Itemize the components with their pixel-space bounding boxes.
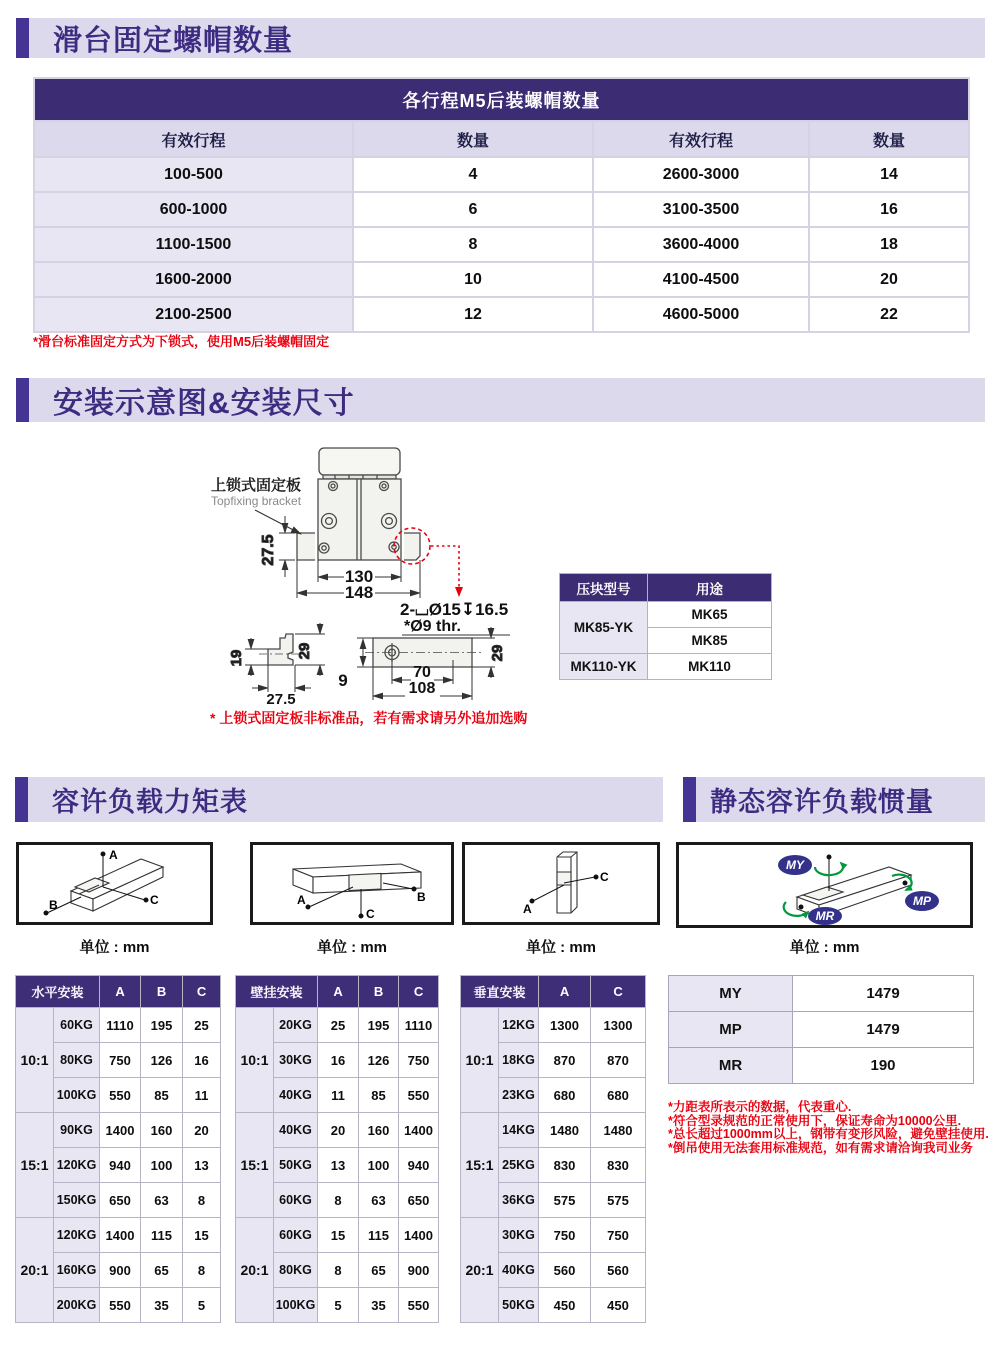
table-cell: 900 [100,1253,141,1288]
accent-bar [16,18,29,58]
table-row [16,1218,221,1253]
table-header-row [16,976,221,1008]
table-cell: 1400 [399,1218,439,1253]
table-row [16,1008,221,1043]
axis-cell: MP [669,1012,793,1048]
table-cell: 16 [183,1043,221,1078]
svg-text:27.5: 27.5 [266,691,296,708]
table-cell: 20 [183,1113,221,1148]
column-header: B [359,976,399,1008]
clamp-model-table [559,573,772,680]
table-cell: 80KG [274,1253,318,1288]
column-header: C [399,976,439,1008]
table-cell: 750 [399,1043,439,1078]
note-text: *力距表所表示的数据，代表重心. [668,1100,852,1114]
table-cell: 25 [318,1008,359,1043]
table-cell: 1400 [100,1218,141,1253]
table-cell: 15 [318,1218,359,1253]
bracket-label [211,476,302,534]
axis-cell: MY [669,976,793,1012]
nut-table-note: *滑台标准固定方式为下锁式，使用M5后装螺帽固定 [33,334,330,349]
table-cell: 14 [809,157,969,192]
dim-27-5-bottom [252,665,311,708]
table-cell: 2600-3000 [593,157,809,192]
table-cell: 13 [318,1148,359,1183]
use-cell: MK110 [648,654,772,680]
svg-text:B: B [417,890,426,904]
mount-type-header: 壁挂安装 [236,976,318,1008]
section-title: 滑台固定螺帽数量 [53,24,294,57]
table-cell: 60KG [274,1218,318,1253]
table-row [16,1113,221,1148]
note-text: *倒吊使用无法套用标准规范，如有需求请洽询我司业务 [668,1140,973,1155]
counterbore-callout: 2-⌴Ø15↧16.5 [400,600,509,619]
section-header-static-inertia [683,777,985,822]
table-cell: 1480 [539,1113,591,1148]
dim-19 [228,638,268,676]
table-row [669,976,974,1012]
table-cell: 3600-4000 [593,227,809,262]
table-cell: 18 [809,227,969,262]
mount-type-header: 水平安装 [16,976,100,1008]
isometric-sketch [679,845,970,925]
table-cell: 3100-3500 [593,192,809,227]
axis-cell: MR [669,1048,793,1084]
table-row [34,297,969,332]
table-row [34,157,969,192]
table-cell: 12 [353,297,593,332]
table-cell: 830 [591,1148,646,1183]
bracket-label-cn: 上锁式固定板 [211,477,302,494]
note-text: *符合型录规范的正常使用下，保证寿命为10000公里. [668,1113,962,1128]
table-cell: 750 [591,1218,646,1253]
table-row [236,1218,439,1253]
unit-label: 单位 : mm [789,939,860,956]
table-cell: 830 [539,1148,591,1183]
table-cell: 1300 [591,1008,646,1043]
svg-text:MP: MP [913,894,931,908]
table-cell: 1110 [100,1008,141,1043]
table-cell: 85 [359,1078,399,1113]
table-cell: 4 [353,157,593,192]
table-cell: 100KG [54,1078,100,1113]
unit-label: 单位 : mm [525,939,596,956]
svg-text:A: A [297,893,306,907]
table-cell: 60KG [274,1183,318,1218]
table-cell: 35 [359,1288,399,1323]
table-cell: 1600-2000 [34,262,353,297]
table-cell: 680 [539,1078,591,1113]
table-row [461,1113,646,1148]
table-cell: 50KG [499,1288,539,1323]
detail-leader-arrow [431,546,459,595]
header-band [28,777,663,822]
table-cell: 63 [359,1183,399,1218]
table-cell: 100 [141,1148,183,1183]
svg-text:19: 19 [228,649,245,667]
table-cell: 65 [141,1253,183,1288]
svg-text:29: 29 [296,642,313,660]
wall-mount-diagram [250,842,454,925]
column-header: A [100,976,141,1008]
table-cell: 160 [141,1113,183,1148]
horizontal-mount-diagram [16,842,213,925]
table-cell: 115 [359,1218,399,1253]
table-cell: 940 [100,1148,141,1183]
ratio-cell: 10:1 [236,1008,274,1113]
table-cell: 15 [183,1218,221,1253]
column-header-row [34,121,969,157]
table-cell: 100 [359,1148,399,1183]
nut-quantity-table [33,77,970,333]
section-title: 容许负载力矩表 [52,787,248,817]
dim-9 [338,638,373,690]
ratio-cell: 15:1 [236,1113,274,1218]
table-row [34,192,969,227]
ratio-cell: 10:1 [461,1008,499,1113]
section-title: 静态容许负载惯量 [710,787,934,817]
table-row [560,654,772,680]
table-row [461,1008,646,1043]
wall-mount-table [235,975,439,1323]
table-cell: 450 [539,1288,591,1323]
svg-text:130: 130 [344,567,374,586]
table-cell: 4100-4500 [593,262,809,297]
table-cell: 1400 [100,1113,141,1148]
table-row [236,1008,439,1043]
svg-text:27.5: 27.5 [260,534,277,566]
table-cell: 100-500 [34,157,353,192]
table-cell: 50KG [274,1148,318,1183]
ratio-cell: 20:1 [236,1218,274,1323]
table-cell: 30KG [274,1043,318,1078]
dim-27-5 [260,516,295,577]
vertical-mount-table [460,975,646,1323]
merged-header-row [34,78,969,121]
table-cell: 40KG [499,1253,539,1288]
table-cell: 120KG [54,1218,100,1253]
table-cell: 560 [539,1253,591,1288]
model-cell: MK110-YK [560,654,648,680]
table-cell: 25 [183,1008,221,1043]
svg-text:108: 108 [408,680,436,697]
use-cell: MK65 [648,602,772,628]
table-cell: 160 [359,1113,399,1148]
value-cell: 1479 [793,976,974,1012]
table-cell: 550 [399,1078,439,1113]
column-header: 数量 [809,121,969,157]
table-cell: 16 [318,1043,359,1078]
table-cell: 20 [318,1113,359,1148]
accent-bar [15,777,28,822]
table-cell: 560 [591,1253,646,1288]
isometric-sketch [19,845,210,922]
drawing-note: * 上锁式固定板非标准品，若有需求请另外追加选购 [210,710,528,726]
front-view [297,448,420,560]
table-cell: 550 [100,1288,141,1323]
table-cell: 900 [399,1253,439,1288]
svg-text:MR: MR [815,909,835,923]
table-cell: 450 [591,1288,646,1323]
table-cell: 4600-5000 [593,297,809,332]
table-cell: 195 [359,1008,399,1043]
static-inertia-table [668,975,974,1084]
table-cell: 115 [141,1218,183,1253]
table-cell: 750 [100,1043,141,1078]
table-cell: 160KG [54,1253,100,1288]
value-cell: 190 [793,1048,974,1084]
table-cell: 8 [183,1253,221,1288]
column-header: A [318,976,359,1008]
svg-text:MY: MY [786,858,804,872]
table-cell: 40KG [274,1113,318,1148]
table-cell: 650 [399,1183,439,1218]
value-cell: 1479 [793,1012,974,1048]
table-cell: 6 [353,192,593,227]
section-header-installation [16,378,985,422]
header-band [696,777,985,822]
column-header: 有效行程 [593,121,809,157]
table-cell: 35 [141,1288,183,1323]
table-cell: 1100-1500 [34,227,353,262]
table-cell: 650 [100,1183,141,1218]
svg-text:A: A [523,902,532,916]
model-cell: MK85-YK [560,602,648,654]
vertical-mount-diagram [462,842,660,925]
table-cell: 60KG [54,1008,100,1043]
table-header-row [560,574,772,602]
table-cell: 1480 [591,1113,646,1148]
ratio-cell: 20:1 [16,1218,54,1323]
table-row [560,602,772,628]
table-cell: 5 [183,1288,221,1323]
bracket-label-en: Topfixing bracket [211,494,302,508]
table-cell: 870 [539,1043,591,1078]
horizontal-mount-table [15,975,221,1323]
ratio-cell: 10:1 [16,1008,54,1113]
header-band [29,378,985,422]
table-cell: 680 [591,1078,646,1113]
table-cell: 36KG [499,1183,539,1218]
header-band [29,18,985,58]
table-cell: 600-1000 [34,192,353,227]
table-row [236,1113,439,1148]
ratio-cell: 15:1 [461,1113,499,1218]
table-cell: 100KG [274,1288,318,1323]
svg-text:9: 9 [338,671,348,690]
table-cell: 1110 [399,1008,439,1043]
table-cell: 550 [100,1078,141,1113]
column-header: C [591,976,646,1008]
svg-text:70: 70 [413,664,431,681]
table-header-row [461,976,646,1008]
table-cell: 63 [141,1183,183,1218]
thread-callout: *Ø9 thr. [404,618,461,635]
table-cell: 13 [183,1148,221,1183]
svg-text:A: A [109,848,118,862]
table-cell: 195 [141,1008,183,1043]
use-cell: MK85 [648,628,772,654]
svg-text:148: 148 [344,583,374,602]
table-cell: 30KG [499,1218,539,1253]
svg-text:C: C [366,907,375,921]
note-text: *总长超过1000mm以上，钢带有变形风险，避免壁挂使用. [668,1127,989,1141]
column-header: 有效行程 [34,121,353,157]
dim-29-left [295,623,325,676]
table-cell: 1400 [399,1113,439,1148]
table-cell: 8 [353,227,593,262]
section-header-nut-quantity [16,18,985,58]
table-row [34,262,969,297]
table-cell: 8 [183,1183,221,1218]
column-header: C [183,976,221,1008]
table-cell: 14KG [499,1113,539,1148]
table-cell: 22 [809,297,969,332]
table-row [669,1012,974,1048]
table-cell: 40KG [274,1078,318,1113]
mount-type-header: 垂直安装 [461,976,539,1008]
table-cell: 575 [539,1183,591,1218]
column-header: 用途 [648,574,772,602]
table-cell: 1300 [539,1008,591,1043]
svg-text:B: B [49,898,58,912]
table-cell: 11 [318,1078,359,1113]
table-cell: 20 [809,262,969,297]
table-row [669,1048,974,1084]
table-cell: 5 [318,1288,359,1323]
table-cell: 750 [539,1218,591,1253]
svg-text:29: 29 [489,644,506,662]
plate-view [338,627,506,700]
table-cell: 2100-2500 [34,297,353,332]
inertia-axes-diagram [676,842,973,928]
footnotes [668,1101,993,1155]
table-cell: 80KG [54,1043,100,1078]
table-cell: 25KG [499,1148,539,1183]
table-cell: 120KG [54,1148,100,1183]
table-header-row [236,976,439,1008]
table-cell: 200KG [54,1288,100,1323]
table-cell: 8 [318,1183,359,1218]
table-cell: 90KG [54,1113,100,1148]
table-cell: 150KG [54,1183,100,1218]
table-cell: 16 [809,192,969,227]
table-cell: 550 [399,1288,439,1323]
table-cell: 65 [359,1253,399,1288]
section-title: 安装示意图&安装尺寸 [53,387,355,420]
ratio-cell: 20:1 [461,1218,499,1323]
ratio-cell: 15:1 [16,1113,54,1218]
table-cell: 10 [353,262,593,297]
accent-bar [16,378,29,422]
svg-text:C: C [150,893,159,907]
table-cell: 23KG [499,1078,539,1113]
isometric-sketch [253,845,451,922]
table-cell: 575 [591,1183,646,1218]
table-cell: 20KG [274,1008,318,1043]
column-header: 数量 [353,121,593,157]
table-cell: 870 [591,1043,646,1078]
merged-header-cell: 各行程M5后装螺帽数量 [34,78,969,121]
svg-text:C: C [600,870,609,884]
accent-bar [683,777,696,822]
section-header-load-moment [15,777,663,822]
table-cell: 126 [359,1043,399,1078]
unit-label: 单位 : mm [79,939,150,956]
column-header: 压块型号 [560,574,648,602]
table-cell: 85 [141,1078,183,1113]
isometric-sketch [465,845,657,922]
table-row [34,227,969,262]
table-cell: 18KG [499,1043,539,1078]
column-header: A [539,976,591,1008]
column-header: B [141,976,183,1008]
table-cell: 8 [318,1253,359,1288]
unit-label: 单位 : mm [316,939,387,956]
table-row [461,1218,646,1253]
table-cell: 126 [141,1043,183,1078]
table-cell: 940 [399,1148,439,1183]
installation-drawing [197,432,542,732]
table-cell: 11 [183,1078,221,1113]
table-cell: 12KG [499,1008,539,1043]
